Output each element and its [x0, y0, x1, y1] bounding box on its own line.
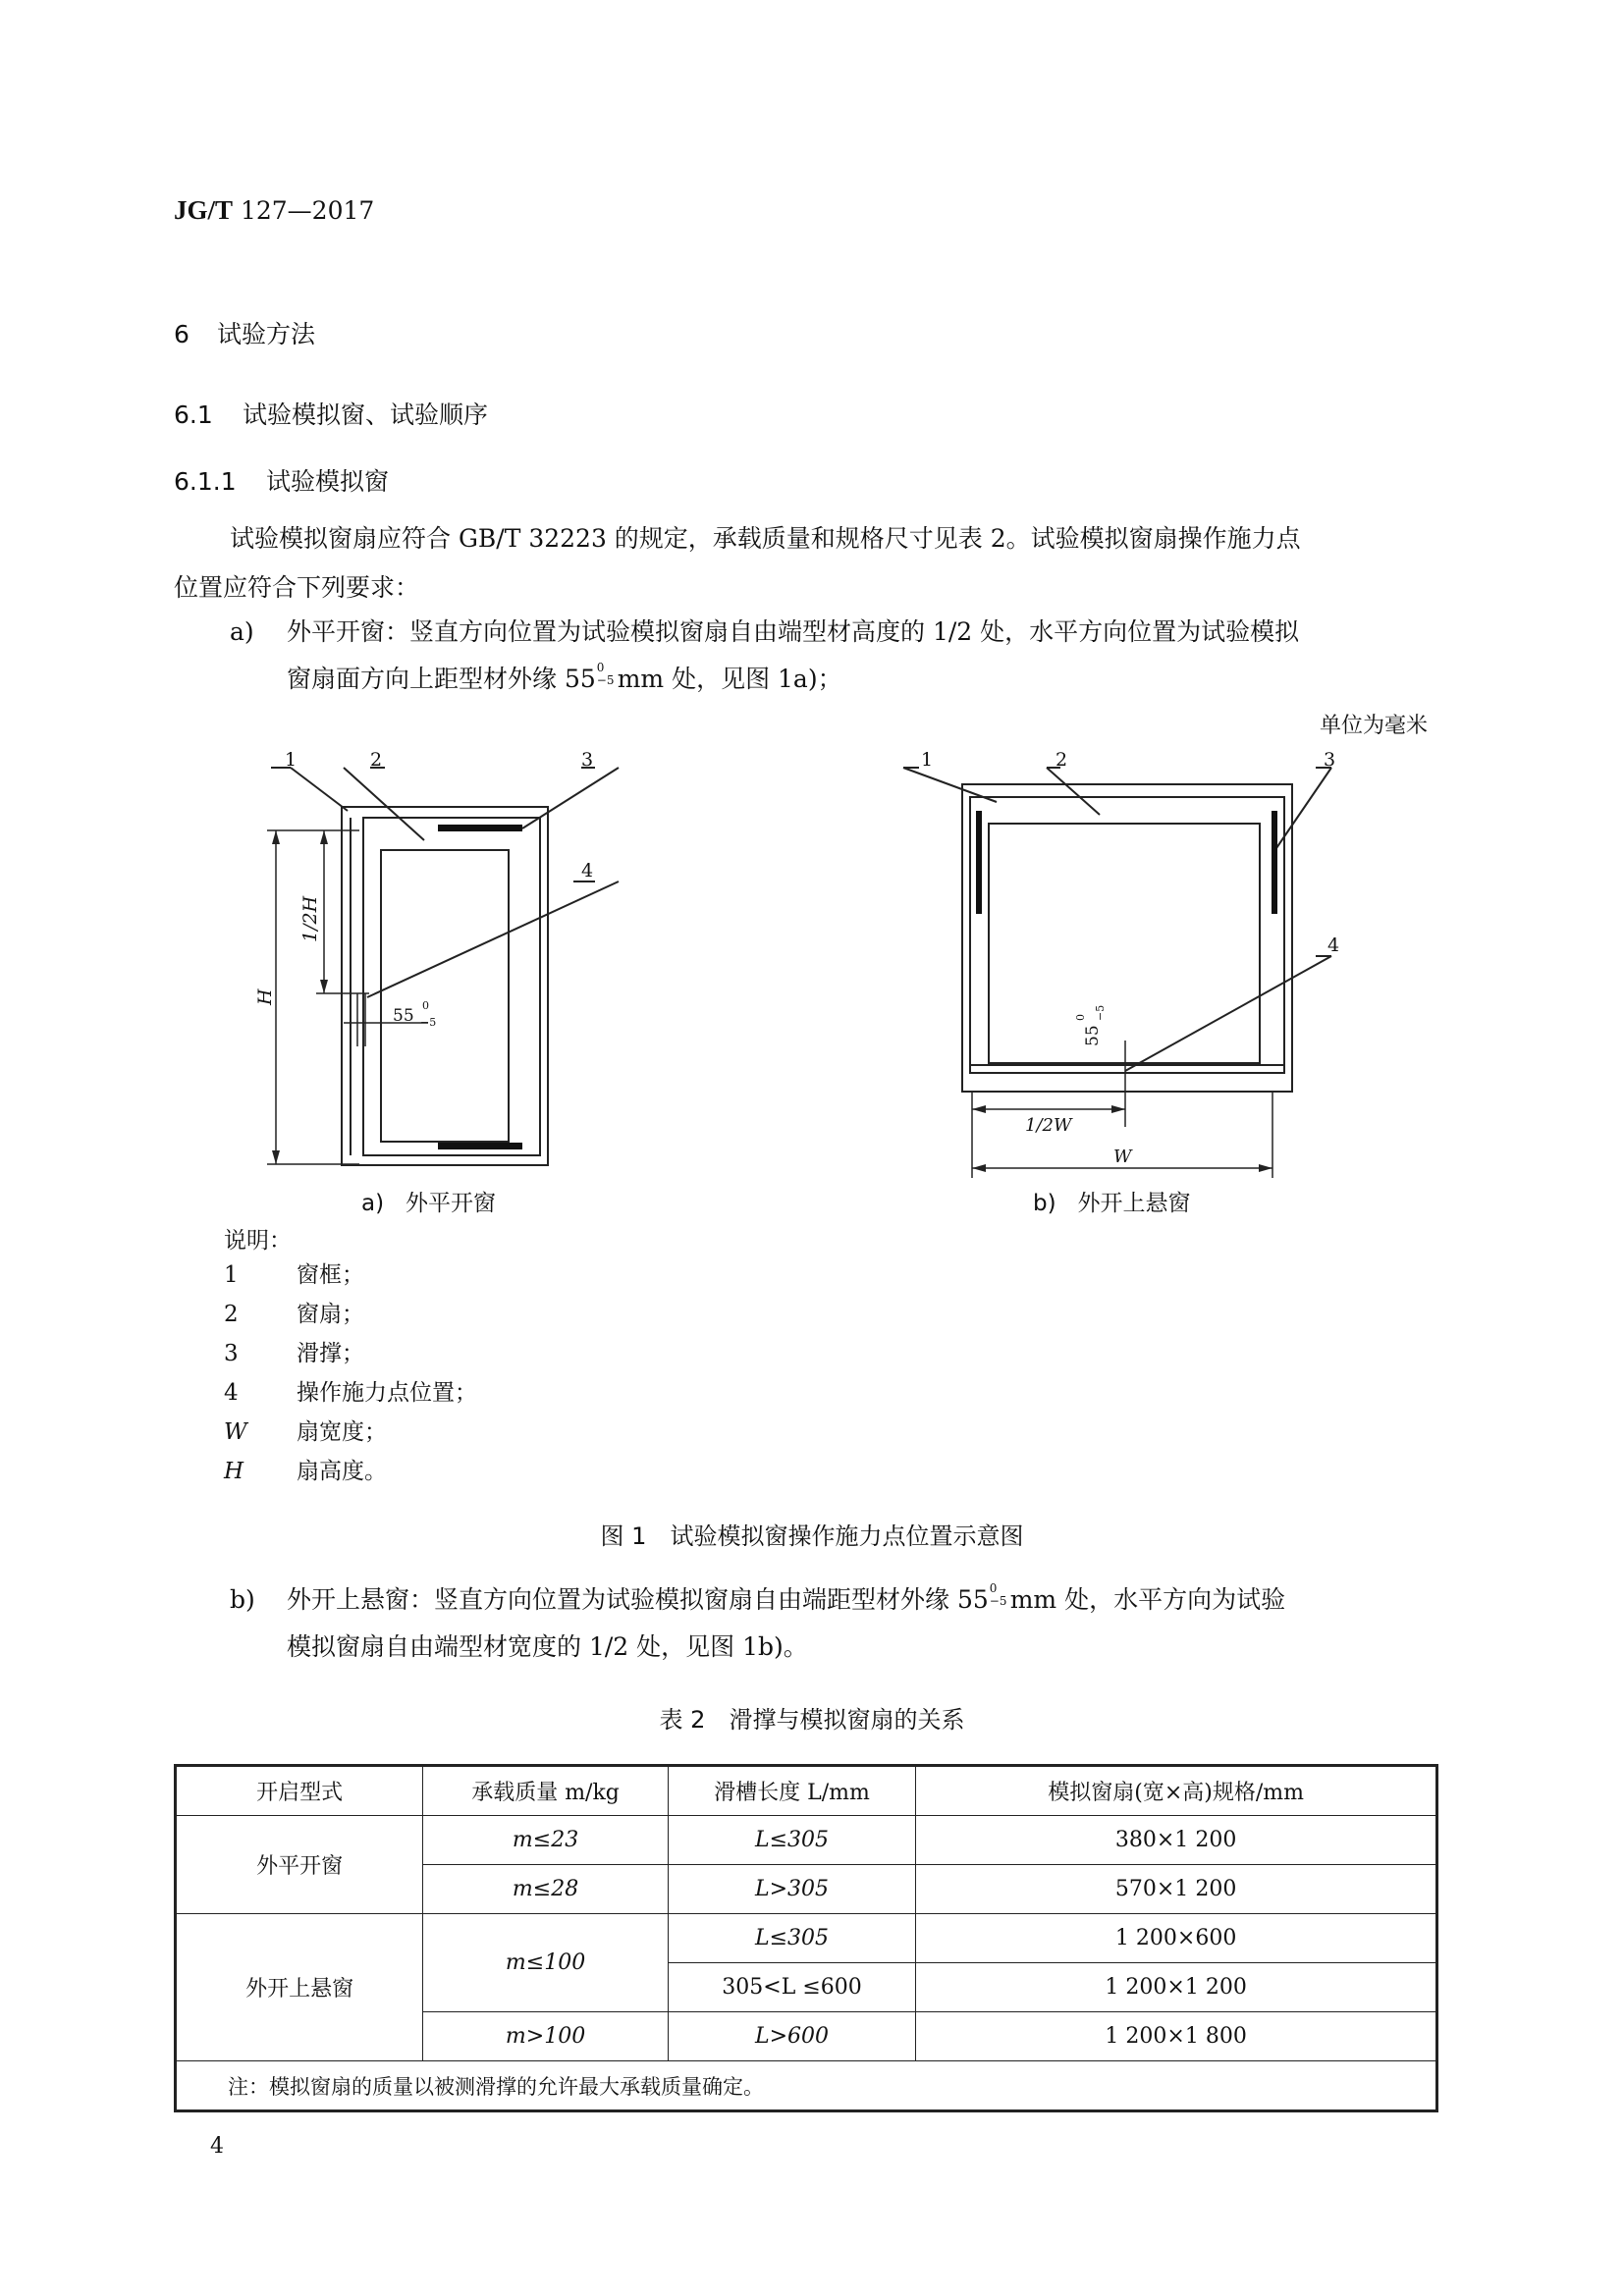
unit-note: 单位为毫米 — [1320, 714, 1429, 738]
item-a-line-1: 外平开窗：竖直方向位置为试验模拟窗扇自由端型材高度的 1/2 处，水平方向位置为试验模拟 — [287, 617, 1300, 646]
legend-item: W 扇宽度； — [224, 1419, 387, 1445]
table-cell-size: 1 200×1 800 — [916, 2012, 1437, 2061]
legend — [224, 1255, 813, 1491]
table-header-cell: 承载质量 m/kg — [423, 1766, 668, 1816]
fig-a-55: 55 — [393, 1006, 414, 1026]
fig-a-label-4: 4 — [581, 860, 594, 881]
svg-text:−5: −5 — [420, 1016, 437, 1029]
tolerance: 0 −5 — [596, 661, 615, 687]
fig-a-half-h: 1/2H — [299, 895, 321, 942]
section-6-1-title: 试验模拟窗、试验顺序 — [243, 400, 489, 429]
figure-1a-caption: a) 外平开窗 — [361, 1191, 497, 1216]
table-cell-mass: m≤28 — [423, 1865, 668, 1914]
table-cell-length: L≤305 — [668, 1816, 915, 1865]
legend-title: 说明： — [224, 1228, 292, 1254]
table-cell-mass: m≤23 — [423, 1816, 668, 1865]
table-cell-length: L≤305 — [668, 1914, 915, 1963]
fig-b-label-2: 2 — [1056, 749, 1068, 771]
table-cell-size: 570×1 200 — [916, 1865, 1437, 1914]
table-cell-length: 305<L ≤600 — [668, 1963, 915, 2012]
fig-a-label-2: 2 — [370, 749, 383, 771]
page-number: 4 — [210, 2134, 224, 2159]
table-cell-length: L>600 — [668, 2012, 915, 2061]
item-a-line-2: 窗扇面方向上距型材外缘 55 0 −5 mm 处，见图 1a)； — [287, 661, 842, 693]
section-6-title: 试验方法 — [217, 320, 316, 348]
legend-item: 1 窗框； — [224, 1262, 364, 1288]
svg-text:0: 0 — [1074, 1014, 1087, 1021]
svg-text:0: 0 — [422, 999, 429, 1012]
section-6-number: 6 — [174, 320, 189, 348]
figure-1b-caption: b) 外开上悬窗 — [1033, 1191, 1191, 1216]
fig-a-label-3: 3 — [581, 749, 594, 771]
table-cell-size: 1 200×1 200 — [916, 1963, 1437, 2012]
table-header-cell: 模拟窗扇(宽×高)规格/mm — [916, 1766, 1437, 1816]
fig-b-w: W — [1113, 1147, 1132, 1167]
fig-b-label-1: 1 — [921, 749, 934, 771]
doc-code-number: 127—2017 — [240, 196, 375, 225]
item-b-marker: b) — [230, 1585, 255, 1614]
table-cell-type: 外平开窗 — [176, 1816, 423, 1914]
hinge-bar-left — [976, 811, 982, 914]
table-cell-mass: m≤100 — [423, 1914, 668, 2012]
paragraph-line-1: 试验模拟窗扇应符合 GB/T 32223 的规定，承载质量和规格尺寸见表 2。试验模拟窗扇操作施力点 — [230, 524, 1301, 553]
legend-item: 3 滑撑； — [224, 1341, 364, 1366]
doc-code-prefix: JG/T — [174, 195, 234, 225]
item-b-line-1: 外开上悬窗：竖直方向位置为试验模拟窗扇自由端距型材外缘 55 0 −5 mm 处，水平方向为试验 — [287, 1581, 1286, 1614]
figure-1-title: 图 1 试验模拟窗操作施力点位置示意图 — [600, 1522, 1024, 1550]
window-frame-outline-b — [962, 784, 1292, 1092]
section-6-1-1-title: 试验模拟窗 — [266, 467, 390, 496]
item-a-marker: a) — [230, 617, 254, 646]
table-row — [176, 1816, 1437, 1865]
table-cell-length: L>305 — [668, 1865, 915, 1914]
fig-b-label-4: 4 — [1327, 934, 1340, 956]
fig-a-label-1: 1 — [285, 749, 298, 771]
fig-b-half-w: 1/2W — [1025, 1115, 1072, 1136]
tolerance: 0 −5 — [989, 1581, 1007, 1608]
legend-item: H 扇高度。 — [224, 1459, 387, 1484]
fig-a-h: H — [254, 988, 276, 1005]
fig-b-label-3: 3 — [1324, 749, 1336, 771]
table-header-cell: 滑槽长度 L/mm — [668, 1766, 915, 1816]
table-header-cell: 开启型式 — [176, 1766, 423, 1816]
item-b-line-2: 模拟窗扇自由端型材宽度的 1/2 处，见图 1b)。 — [287, 1632, 808, 1661]
table-note: 注：模拟窗扇的质量以被测滑撑的允许最大承载质量确定。 — [176, 2061, 1437, 2111]
table-cell-mass: m>100 — [423, 2012, 668, 2061]
hinge-bar-right — [1272, 811, 1277, 914]
legend-item: 2 窗扇； — [224, 1302, 364, 1327]
section-6-1-number: 6.1 — [174, 400, 213, 429]
table-cell-size: 1 200×600 — [916, 1914, 1437, 1963]
svg-text:−5: −5 — [1094, 1004, 1107, 1021]
fig-b-55: 55 — [1083, 1025, 1103, 1046]
table-2-title: 表 2 滑撑与模拟窗扇的关系 — [659, 1706, 965, 1734]
section-6-1-1-number: 6.1.1 — [174, 467, 237, 496]
table-row — [176, 1914, 1437, 1963]
table-2 — [174, 1764, 1438, 2112]
table-note-row — [176, 2061, 1437, 2111]
table-cell-size: 380×1 200 — [916, 1816, 1437, 1865]
table-header-row — [176, 1766, 1437, 1816]
paragraph-line-2: 位置应符合下列要求： — [174, 573, 420, 602]
legend-item: 4 操作施力点位置； — [224, 1380, 477, 1406]
table-cell-type: 外开上悬窗 — [176, 1914, 423, 2061]
